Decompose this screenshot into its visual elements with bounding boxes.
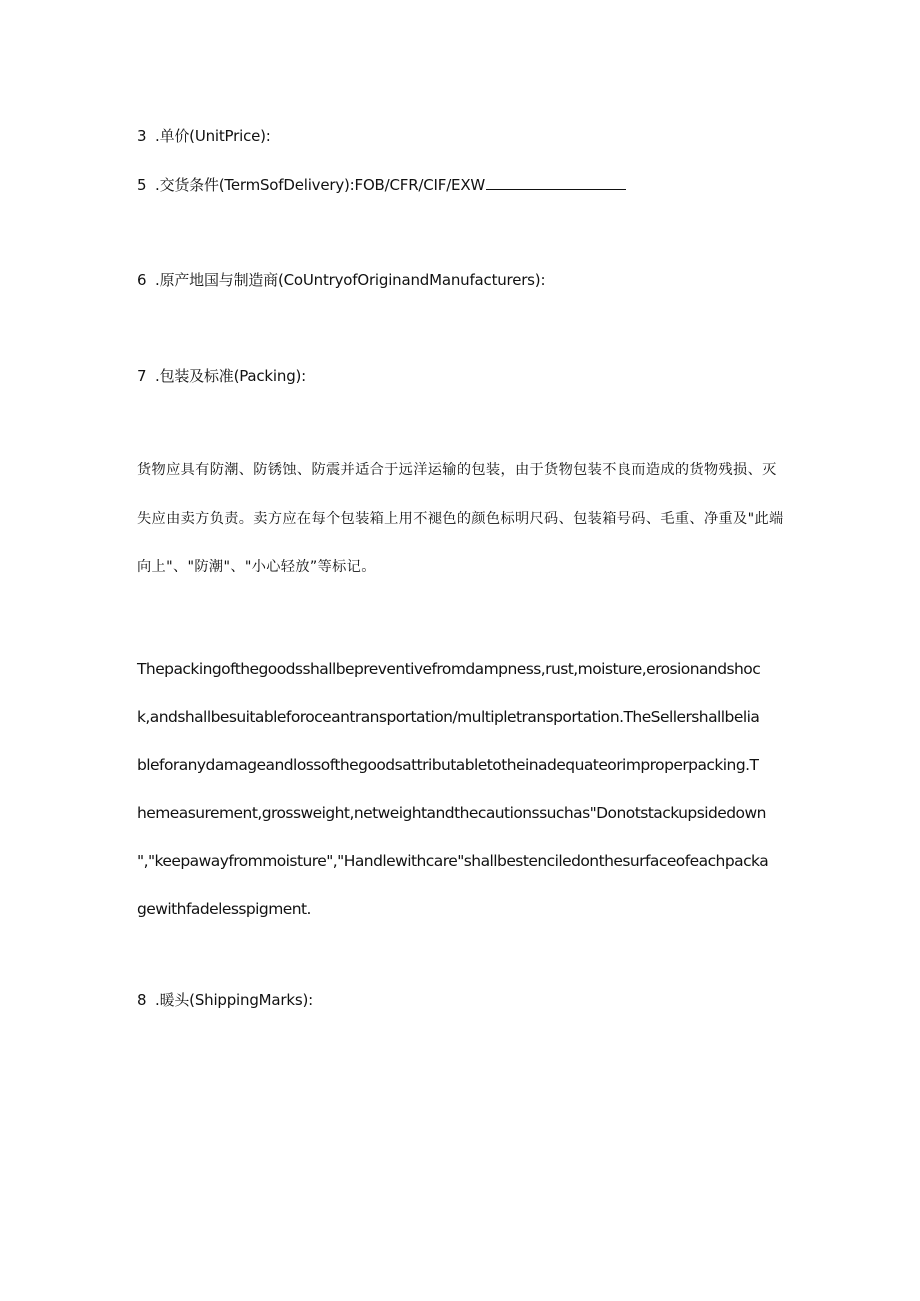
item-country-of-origin [137, 270, 545, 290]
packing-en-line: ","keepawayfrommoisture","Handlewithcare"shallbestenciledonthesurfaceofeachpacka [137, 852, 769, 870]
item-text: .交货条件(TermSofDelivery):FOB/CFR/CIF/EXW [155, 176, 486, 194]
item-number: 6 [137, 271, 147, 289]
packing-en-line: k,andshallbesuitableforoceantransportation/multipletransportation.TheSellershallbelia [137, 708, 760, 726]
item-number: 8 [137, 991, 147, 1009]
item-number: 5 [137, 176, 147, 194]
packing-zh-line: 货物应具有防潮、防锈蚀、防震并适合于远洋运输的包装，由于货物包装不良而造成的货物残损、灭 [137, 462, 777, 478]
item-text: .原产地国与制造商(CoUntryofOriginandManufacturers): [155, 271, 546, 289]
item-packing [137, 366, 306, 386]
item-terms-of-delivery [137, 175, 626, 195]
item-unit-price [137, 126, 271, 146]
item-text: .包装及标准(Packing): [155, 367, 307, 385]
packing-zh-line: 失应由卖方负责。卖方应在每个包装箱上用不褪色的颜色标明尺码、包装箱号码、毛重、净重及"此端 [137, 511, 784, 527]
packing-en-line: bleforanydamageandlossofthegoodsattributabletotheinadequateorimproperpacking.T [137, 756, 759, 774]
packing-en-line: gewithfadelesspigment. [137, 900, 311, 918]
item-shipping-marks [137, 990, 313, 1010]
item-text: .暖头(ShippingMarks): [155, 991, 313, 1009]
packing-zh-line: 向上"、"防潮"、"小心轻放”等标记。 [137, 559, 376, 575]
fill-in-blank [486, 175, 626, 190]
packing-en-line: Thepackingofthegoodsshallbepreventivefromdampness,rust,moisture,erosionandshoc [137, 660, 761, 678]
packing-en-line: hemeasurement,grossweight,netweightandthecautionssuchas"Donotstackupsidedown [137, 804, 766, 822]
item-number: 3 [137, 127, 147, 145]
item-number: 7 [137, 367, 147, 385]
item-text: .单价(UnitPrice): [155, 127, 271, 145]
